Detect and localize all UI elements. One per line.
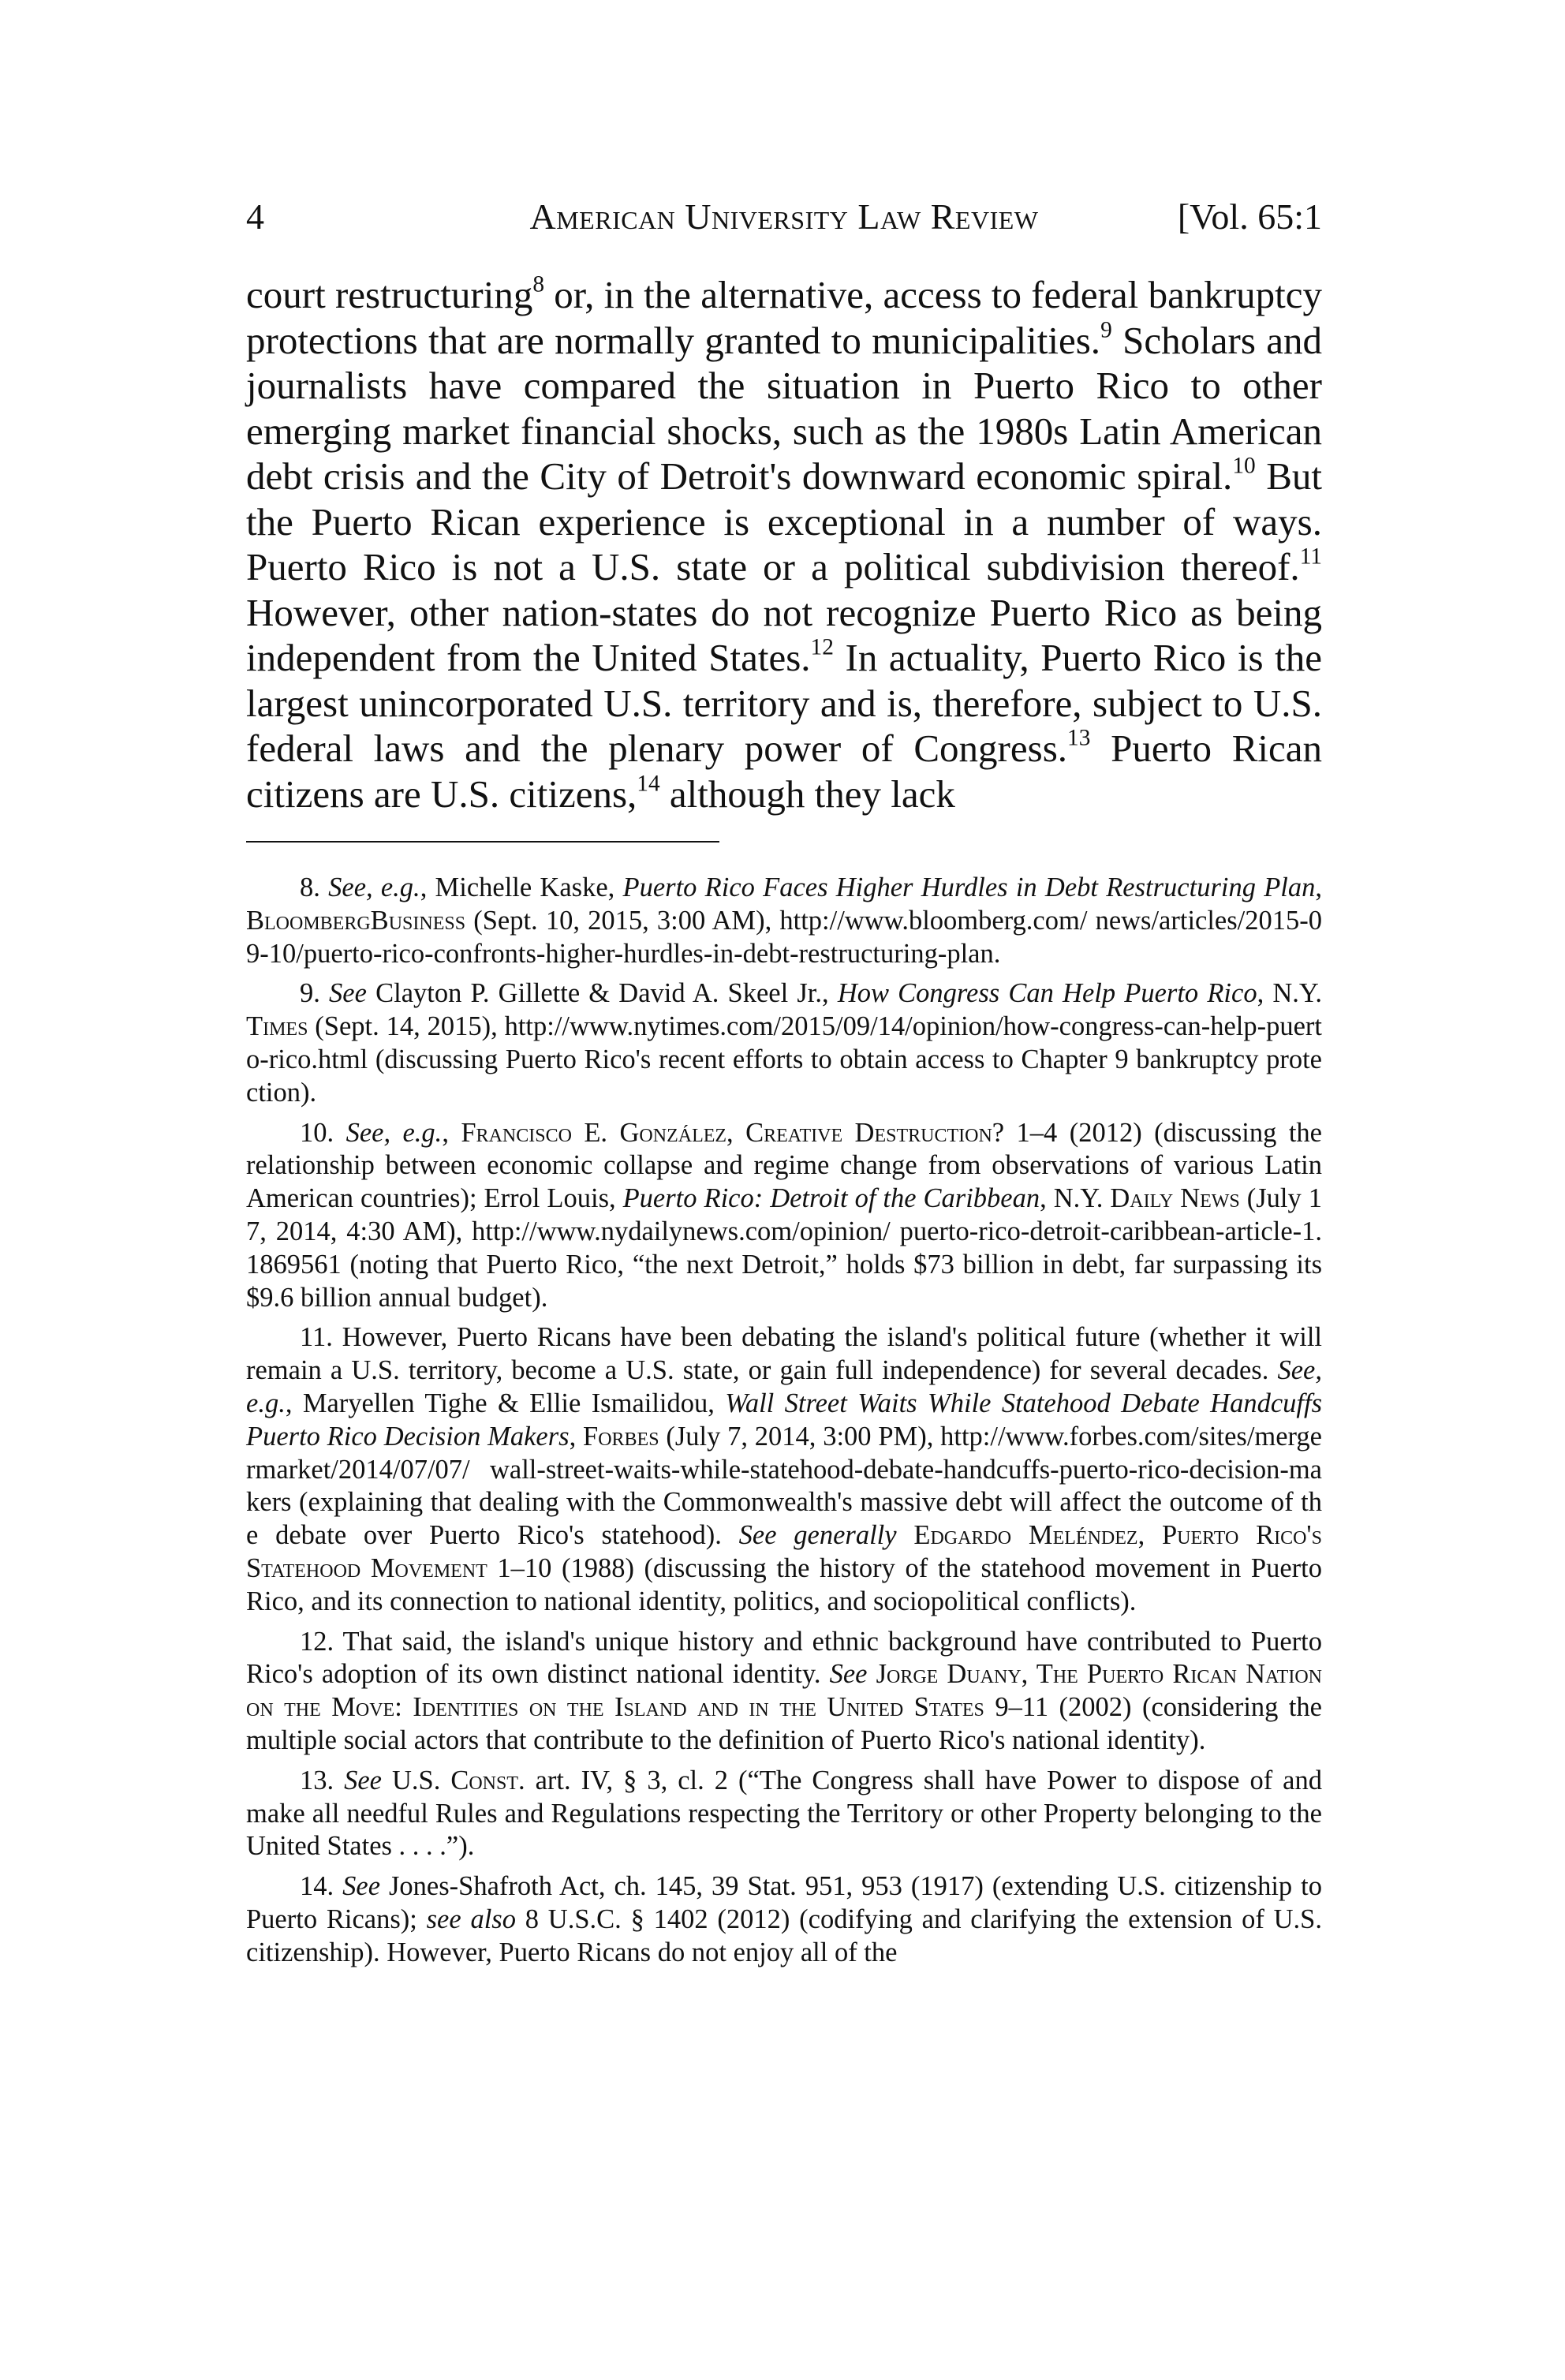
- footnote-ref-9[interactable]: 9: [1100, 316, 1112, 342]
- footnote-ref-14[interactable]: 14: [637, 770, 660, 796]
- running-header: [246, 189, 1322, 245]
- footnote-11: 11. However, Puerto Ricans have been debating the island's political future (whether it will remain a U.S. territory, become a U.S. state, or gain full independence) for several decades. See, e.g., Maryellen Tighe & Ellie Ismailidou, Wall Street Waits While Statehood Debate Handcuffs Puerto Rico Decision Makers, Forbes (July 7, 2014, 3:00 PM), http://www.forbes.com/sites/mergermarket/2014/07/07/ wall-street-waits-while-statehood-debate-handcuffs-puerto-rico-decision-makers (explaining that dealing with the Commonwealth's massive debt will affect the outcome of the debate over Puerto Rico's statehood). See generally Edgardo Meléndez, Puerto Rico's Statehood Movement 1–10 (1988) (discussing the history of the statehood movement in Puerto Rico, and its connection to national identity, politics, and sociopolitical conflicts).: [246, 1322, 1322, 1616]
- footnotes: [246, 872, 1322, 1977]
- footnote-12: 12. That said, the island's unique history and ethnic background have contributed to Puerto Rico's adoption of its own distinct national identity. See Jorge Duany, The Puerto Rican Nation on the Move: Identities on the Island and in the United States 9–11 (2002) (considering the multiple social actors that contribute to the definition of Puerto Rico's national identity).: [246, 1626, 1322, 1755]
- footnote-divider: [246, 841, 719, 843]
- footnote-9: 9. See Clayton P. Gillette & David A. Skeel Jr., How Congress Can Help Puerto Rico, N.Y. Times (Sept. 14, 2015), http://www.nytimes.com/2015/09/14/opinion/how-congress-can-help-puerto-rico.html (discussing Puerto Rico's recent efforts to obtain access to Chapter 9 bankruptcy protection).: [246, 978, 1322, 1108]
- footnote-8: 8. See, e.g., Michelle Kaske, Puerto Rico Faces Higher Hurdles in Debt Restructuring Plan, BloombergBusiness (Sept. 10, 2015, 3:00 AM), http://www.bloomberg.com/ news/articles/2015-09-10/puerto-rico-confronts-higher-hurdles-in-debt-restructuring-plan.: [246, 872, 1322, 969]
- footnote-ref-8[interactable]: 8: [532, 271, 545, 297]
- footnote-14: 14. See Jones-Shafroth Act, ch. 145, 39 Stat. 951, 953 (1917) (extending U.S. citizenship to Puerto Ricans); see also 8 U.S.C. § 1402 (2012) (codifying and clarifying the extension of U.S. citizenship). However, Puerto Ricans do not enjoy all of the: [246, 1871, 1323, 1967]
- footnote-13: 13. See U.S. Const. art. IV, § 3, cl. 2 (“The Congress shall have Power to dispose of and make all needful Rules and Regulations respecting the Territory or other Property belonging to the United States . . . .”).: [246, 1765, 1322, 1862]
- journal-title: American University Law Review: [529, 196, 1039, 237]
- footnote-ref-13[interactable]: 13: [1067, 725, 1091, 751]
- main-text: [246, 272, 1322, 816]
- page-number: 4: [246, 196, 264, 237]
- footnote-10: 10. See, e.g., Francisco E. González, Creative Destruction? 1–4 (2012) (discussing the relationship between economic collapse and regime change from observations of various Latin American countries); Errol Louis, Puerto Rico: Detroit of the Caribbean, N.Y. Daily News (July 17, 2014, 4:30 AM), http://www.nydailynews.com/opinion/ puerto-rico-detroit-caribbean-article-1.1869561 (noting that Puerto Rico, “the next Detroit,” holds $73 billion in debt, far surpassing its $9.6 billion annual budget).: [246, 1117, 1323, 1313]
- footnote-ref-11[interactable]: 11: [1299, 544, 1322, 570]
- footnote-ref-12[interactable]: 12: [810, 634, 834, 660]
- body-paragraph: court restructuring$^8$ or, in the alternative, access to federal bankruptcy protections that are normally granted to municipalities.$^9$ Scholars and journalists have compared the situation in Puerto Rico to other emerging market financial shocks, such as the 1980s Latin American debt crisis and the City of Detroit's downward economic spiral.$^{10}$ But the Puerto Rican experience is exceptional in a number of ways. Puerto Rico is not a U.S. state or a political subdivision thereof.$^{11}$ However, other nation-states do not recognize Puerto Rico as being independent from the United States.$^{12}$ In actuality, Puerto Rico is the largest unincorporated U.S. territory and is, therefore, subject to U.S. federal laws and the plenary power of Congress.$^{13}$ Puerto Rican citizens are U.S. citizens,$^{14}$ although they lack: [246, 271, 1323, 816]
- volume-number: [Vol. 65:1: [1177, 196, 1322, 237]
- footnote-ref-10[interactable]: 10: [1232, 453, 1256, 479]
